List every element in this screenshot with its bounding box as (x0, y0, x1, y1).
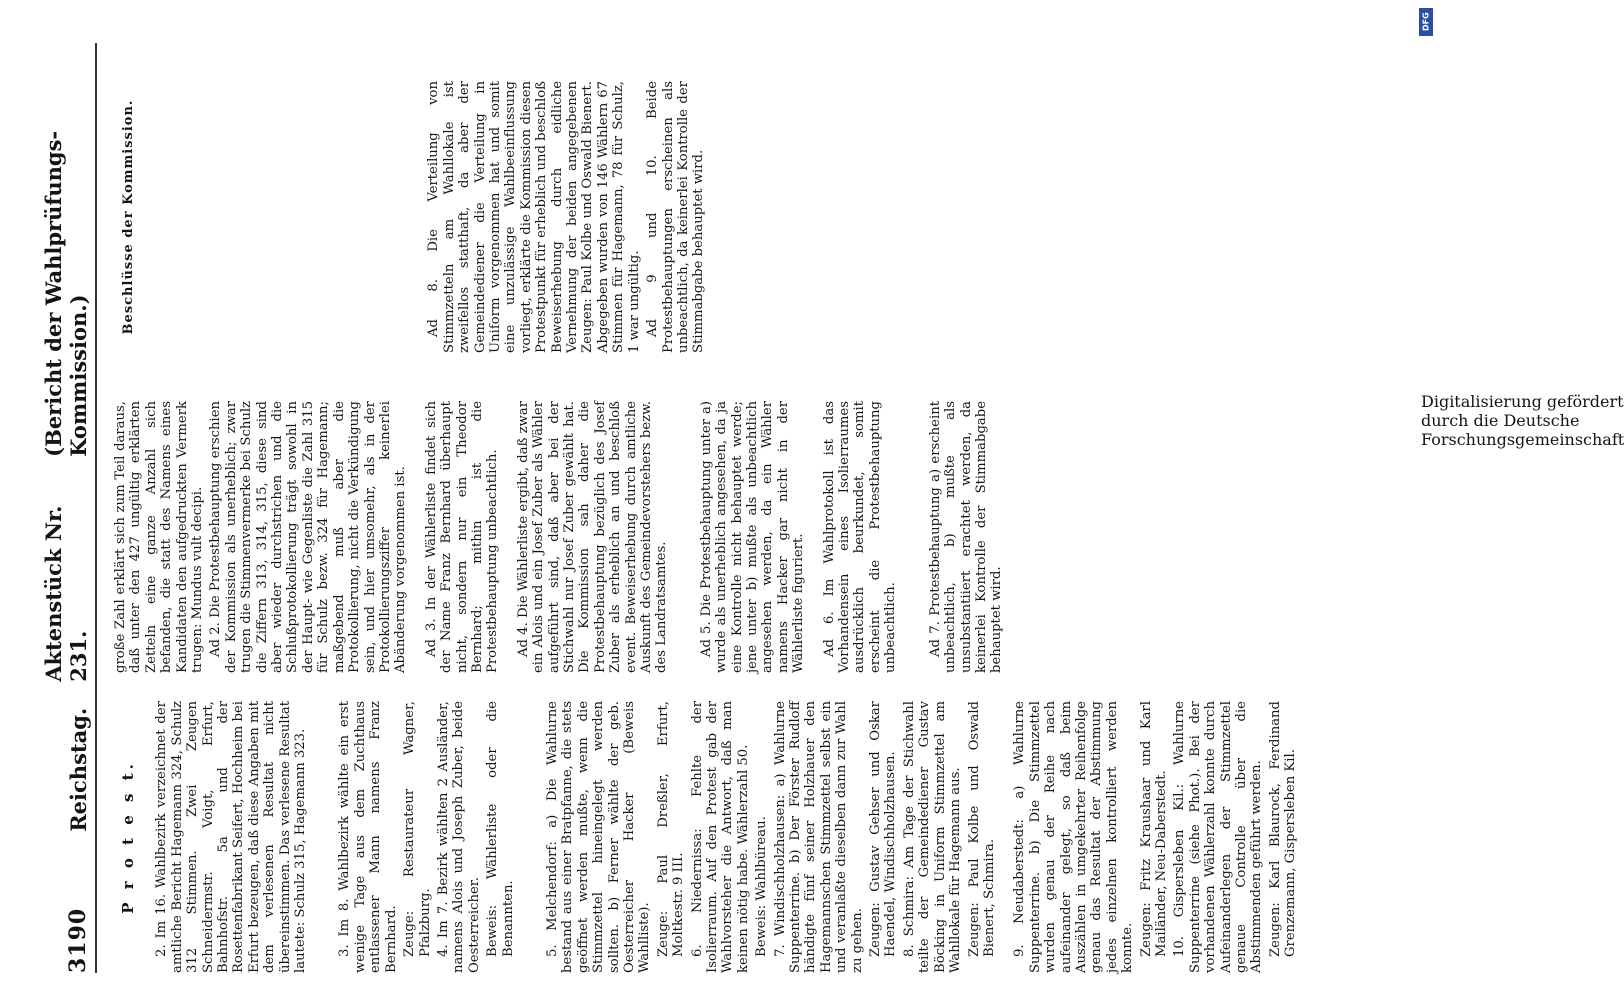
column-protest (113, 701, 1299, 973)
decision-ad-6: Ad 6. Im Wahlprotokoll ist das Vorhandensein eines Isolierraumes ausdrücklich beurkundet, somit erscheint die Protestbehauptung unbeachtlich. (821, 401, 899, 673)
protest-point-6-evidence: Beweis: Wahlbüreau. (754, 816, 770, 957)
protest-point-7: 7. Windischholzhausen: a) Wahlurne Suppenterrine. b) Der Förster Rudloff händigte fünf seiner Holzhauer den Hagemannschen Stimmzettel selbst ein und veranlaßte dieselben dann zur Wahl zu gehen. (772, 701, 865, 973)
header-rule (95, 43, 97, 973)
column-decisions-right (113, 81, 1195, 353)
protest-point-8-witness: Zeugen: Paul Kolbe und Oswald Bienert, Schmira. (966, 701, 997, 957)
protest-point-5-witness: Zeuge: Paul Dreßler, Erfurt, Moltkestr. 9 III. (655, 701, 687, 957)
column-decisions-left (113, 401, 1195, 673)
decision-intro: große Zahl erklärt sich zum Teil daraus, daß unter den 427 ungültig erklärten Zetteln eine ganze Anzahl sich befanden, die statt des Namens eines Kandidaten den aufgedruckten Vermerk trugen: Mundus vult decipi. (113, 401, 206, 673)
decision-ad-4: Ad 4. Die Wählerliste ergibt, daß zwar ein Alois und ein Josef Zuber als Wähler aufgeführt sind, daß aber bei der Stichwahl nur Josef Zuber gewählt hat. Die Kommission sah daher die Protestbehauptung bezüglich des Josef Zuber als erheblich an und beschloß event. Beweiserhebung durch amtliche Auskunft des Gemeindevorstehers bezw. des Landratsamtes. (515, 401, 670, 673)
protest-point-2: 2. Im 16. Wahlbezirk verzeichnet der amtliche Bericht Hagemann 324, Schulz 312 Stimmen. Zwei Zeugen Schneidermstr. Voigt, Erfurt, Bahnhofstr. 5a und der Rosettenfabrikant Seifert, Hochheim bei Erfurt bezeugen, daß diese Angaben mit dem verlesenen Resultat nicht übereinstimmen. Das verlesene Resultat lautete: Schulz 315, Hagemann 323. (154, 701, 309, 973)
header-bericht: (Bericht der Wahlprüfungs-Kommission.) (41, 130, 91, 457)
protest-point-10: 10. Gispersleben Kil.: Wahlurne Suppenterrine (siehe Phot.). Bei der vorhandenen Wählerzahl konnte durch Aufeinanderlegen der Stimmzettel genaue Controlle über die Abstimmenden geführt werden. (1172, 701, 1265, 973)
page-header (41, 43, 91, 973)
decision-ad-8: Ad 8. Die Verteilung von Stimmzetteln am Wahllokale ist zweifellos statthaft, da aber der Gemeindediener die Verteilung in Uniform vorgenommen hat und somit eine unzulässige Wahlbeeinflussung vorliegt, erklärte die Kommission diesen Protestpunkt für erheblich und beschloß Beweiserhebung durch eidliche Vernehmung der beiden angegebenen Zeugen: Paul Kolbe und Oswald Bienert. Abgegeben wurden von 146 Wählern 67 Stimmen für Hagemann, 78 für Schulz, 1 war ungültig. (426, 81, 642, 353)
decision-ad-7: Ad 7. Protestbehauptung a) erscheint unbeachtlich, b) mußte als unsubstantiiert erachtet werden, da keinerlei Kontrolle der Stimmabgabe behauptet wird. (927, 401, 1005, 673)
decision-ad-2: Ad 2. Die Protestbehauptung erschien der Kommission als unerheblich; zwar trugen die Stimmenvermerke bei Schulz die Ziffern 313, 314, 315, diese sind aber wieder durchstrichen und die Schlußprotokollierung trägt sowohl in der Haupt- wie Gegenliste die Zahl 315 für Schulz bezw. 324 für Hagemann; maßgebend muß aber die Protokollierung, nicht die Verkündigung sein, und hier umsomehr, als in der Protokollierungsziffer keinerlei Abänderung vorgenommen ist. (208, 401, 409, 673)
protest-point-6: 6. Niedernissa: Fehlte der Isolierraum. Auf den Protest gab der Wahlvorsteher die Antwort, daß man keinen nötig habe. Wählerzahl 50. (689, 701, 751, 973)
protest-title: P r o t e s t. (119, 760, 137, 914)
decisions-title: Beschlüsse der Kommission. (121, 99, 136, 335)
protest-point-10-witness: Zeugen: Karl Blaurock, Ferdinand Grenzemann, Gispersleben Kil. (1267, 701, 1299, 957)
header-reichstag: Reichstag. (66, 707, 91, 832)
decision-ad-3: Ad 3. In der Wählerliste findet sich der Name Franz Bernhard überhaupt nicht, sondern nur ein Theodor Bernhard; mithin ist die Protestbehauptung unbeachtlich. (423, 401, 501, 673)
protest-point-3-witness: Zeuge: Restaurateur Wagner, Pfalzburg. (402, 701, 433, 957)
decision-ad-5: Ad 5. Die Protestbehauptung unter a) wurde als unerheblich angesehen, da ja eine Kontrolle nicht behauptet werde; jene unter b) mußte als unbeachtlich angesehen werden, da ein Wähler namens Hacker gar nicht in der Wählerliste figuriert. (698, 401, 807, 673)
header-aktenstueck: Aktenstück Nr. 231. (41, 505, 91, 682)
sidebar-credit (1414, 10, 1432, 990)
protest-point-3: 3. Im 8. Wahlbezirk wählte ein erst wenige Tage aus dem Zuchthaus entlassener Mann namens Franz Bernhard. (337, 701, 399, 973)
dfg-logo: DFG (1419, 8, 1433, 36)
protest-point-9: 9. Neudaberstedt: a) Wahlurne Suppenterrine. b) Die Stimmzettel wurden genau der Reihe nach aufeinander gelegt, so daß beim Auszählen in umgekehrter Reihenfolge genau das Resultat der Abstimmung jedes einzelnen kontrolliert werden konnte. (1012, 701, 1136, 973)
decision-ad-9-10: Ad 9 und 10. Beide Protestbehauptungen erscheinen als unbeachtlich, da keinerlei Kontrolle der Stimmabgabe behauptet wird. (645, 81, 707, 353)
protest-point-4-evidence: Beweis: Wählerliste oder die Benannten. (485, 701, 516, 957)
digitization-credit-text: Digitalisierung gefördert durch die Deutsche Forschungsgemeinschaft (1421, 392, 1624, 449)
protest-point-7-witness: Zeugen: Gustav Gehser und Oskar Haendel, Windischholzhausen. (868, 701, 899, 957)
protest-point-5: 5. Melchendorf: a) Die Wahlurne bestand aus einer Bratpfanne, die stets geöffnet werden mußte, wenn die Stimmzettel hineingelegt werden sollten. b) Ferner wählte der geb. Oesterreicher Hacker (Beweis Wahlliste). (544, 701, 653, 973)
protest-point-8: 8. Schmira: Am Tage der Stichwahl teilte der Gemeindediener Gustav Böcking in Uniform Stimmzettel am Wahllokale für Hagemann aus. (901, 701, 964, 973)
protest-point-9-witness: Zeugen: Fritz Kraushaar und Karl Mailänder, Neu-Daberstedt. (1138, 701, 1169, 957)
page-number: 3190 (65, 907, 91, 973)
protest-point-4: 4. Im 7. Bezirk wählten 2 Ausländer, namens Alois und Joseph Zuber, beide Oesterreicher. (435, 701, 482, 973)
rotated-page (41, 43, 1299, 973)
